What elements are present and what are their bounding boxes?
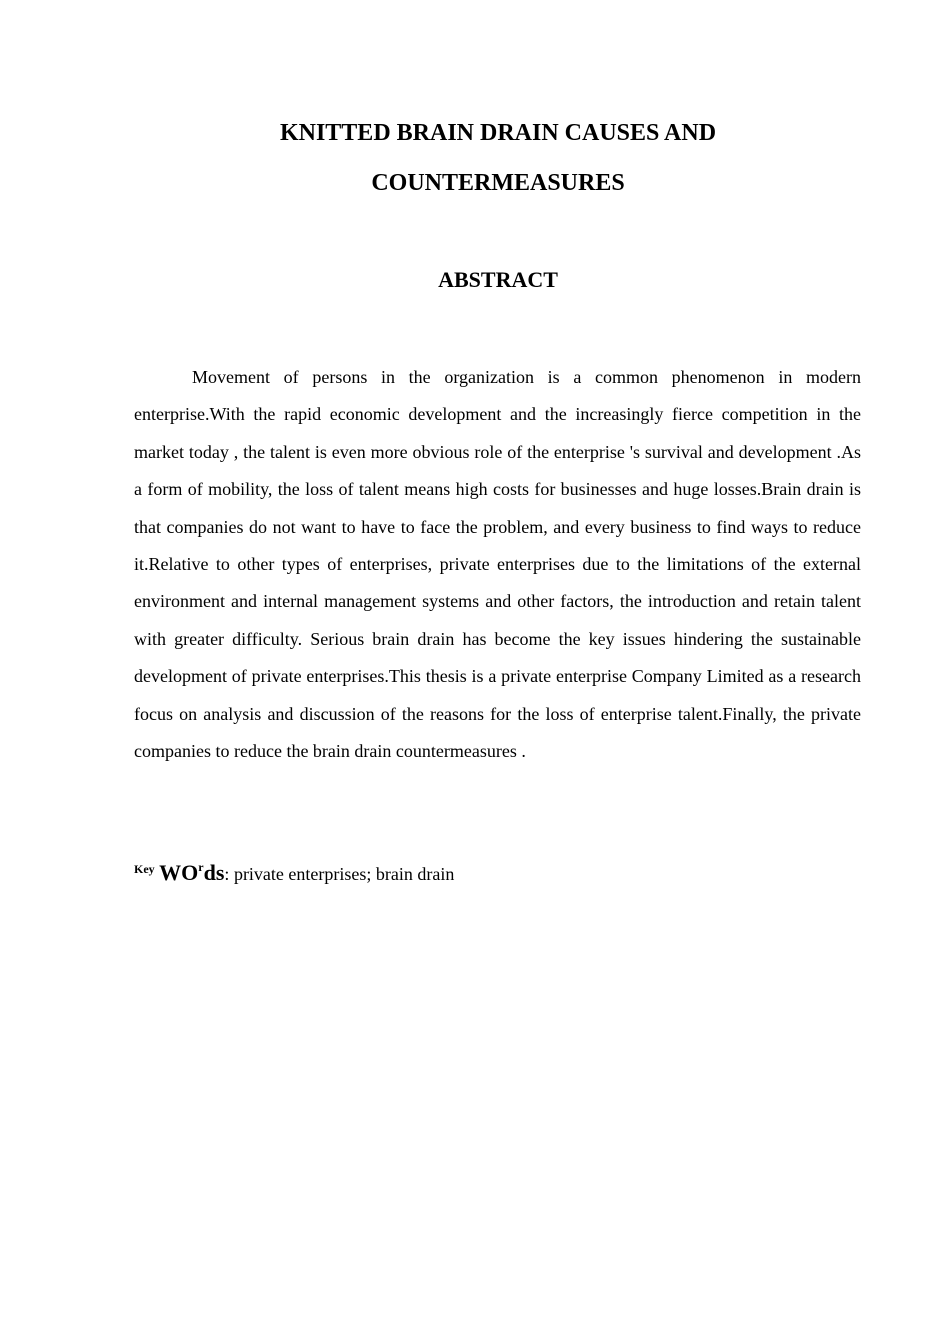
- title-line-2: COUNTERMEASURES: [371, 170, 625, 196]
- abstract-body: Movement of persons in the organization is a common phenomenon in modern enterprise.With the rapid economic development and the increasingly fierce competition in the market today , the talent is even more obvious role of the enterprise 's survival and development .As a form of mobility, the loss of talent means high costs for businesses and huge losses.Brain drain is that companies do not want to have to face the problem, and every business to find ways to reduce it.Relative to other types of enterprises, private enterprises due to the limitations of the external environment and internal management systems and other factors, the introduction and retain talent with greater difficulty. Serious brain drain has become the key issues hindering the sustainable development of private enterprises.This thesis is a private enterprise Company Limited as a research focus on analysis and discussion of the reasons for the loss of enterprise talent.Finally, the private companies to reduce the brain drain countermeasures .: [134, 367, 861, 762]
- keywords-line: [134, 850, 861, 891]
- keywords-label-wo: WO: [159, 860, 199, 885]
- title-line-1: KNITTED BRAIN DRAIN CAUSES AND: [279, 120, 717, 146]
- keywords-values: private enterprises; brain drain: [229, 864, 455, 884]
- keywords-label-ds: ds: [203, 860, 225, 885]
- abstract-heading: ABSTRACT: [438, 267, 558, 292]
- keywords-separator: :: [224, 864, 230, 884]
- keywords-label-key: Key: [134, 862, 155, 876]
- keywords-label-r: r: [198, 860, 204, 874]
